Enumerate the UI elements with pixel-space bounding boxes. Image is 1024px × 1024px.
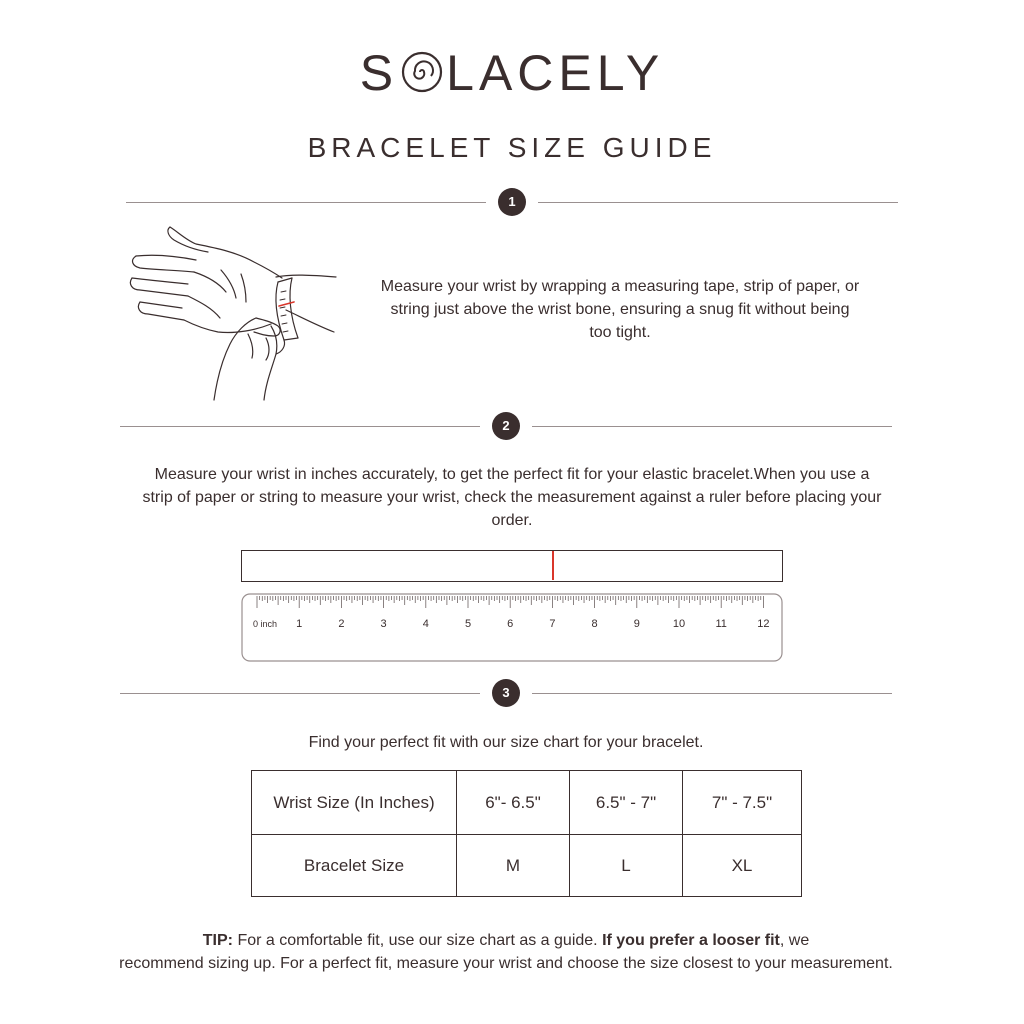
tip-bold: If you prefer a looser fit — [602, 932, 780, 949]
wrist-measuring-illustration — [126, 222, 344, 402]
divider-line — [120, 426, 480, 427]
brand-logo-s: S — [359, 45, 399, 101]
ruler-label: 12 — [757, 618, 770, 630]
divider-line — [532, 426, 892, 427]
table-cell-wrist: 6.5" - 7" — [570, 771, 683, 835]
ruler-label: 10 — [672, 618, 686, 630]
divider-line — [126, 202, 486, 203]
tip-label: TIP: — [202, 932, 233, 949]
table-header-size: Bracelet Size — [252, 835, 457, 897]
brand-logo-rest: LACELY — [446, 45, 665, 101]
ruler-label: 3 — [380, 618, 387, 630]
ruler — [241, 593, 783, 663]
tip-line-2: recommend sizing up. For a perfect fit, measure your wrist and choose the size closest to your measurement. — [119, 955, 893, 972]
divider-line — [120, 693, 480, 694]
step-badge-3: 3 — [492, 679, 520, 707]
table-header-wrist: Wrist Size (In Inches) — [252, 771, 457, 835]
ruler-label: 4 — [422, 618, 429, 630]
table-row — [252, 835, 802, 897]
paper-strip — [241, 550, 783, 582]
divider-line — [532, 693, 892, 694]
table-cell-size: M — [457, 835, 570, 897]
strip-marker — [552, 551, 554, 580]
table-cell-size: L — [570, 835, 683, 897]
tip-text-part: , we — [779, 932, 810, 949]
ruler-unit-label: 0 inch — [253, 619, 278, 629]
tip-line-1 — [0, 929, 1012, 952]
size-chart-table — [251, 770, 802, 897]
step-badge-2: 2 — [492, 412, 520, 440]
step-3-text: Find your perfect fit with our size chart for your bracelet. — [308, 734, 704, 751]
ruler-label: 11 — [715, 618, 727, 630]
step-1-text: Measure your wrist by wrapping a measuring tape, strip of paper, or string just above the wrist bone, ensuring a snug fit without being too tight. — [380, 278, 860, 341]
table-cell-size: XL — [683, 835, 802, 897]
tip-text — [0, 929, 1012, 975]
brand-logo — [0, 44, 1024, 106]
divider-line — [538, 202, 898, 203]
ruler-label: 7 — [549, 618, 556, 630]
ruler-label: 6 — [507, 618, 514, 630]
table-cell-wrist: 6"- 6.5" — [457, 771, 570, 835]
tip-text-part: For a comfortable fit, use our size chart as a guide. — [233, 932, 603, 949]
ruler-label: 2 — [338, 618, 345, 630]
table-cell-wrist: 7" - 7.5" — [683, 771, 802, 835]
step-2-text: Measure your wrist in inches accurately, to get the perfect fit for your elastic bracelet.When you use a strip of paper or string to measure your wrist, check the measurement against a ruler before placing your order. — [142, 466, 882, 529]
page-title: BRACELET SIZE GUIDE — [307, 132, 717, 163]
ruler-label: 5 — [464, 618, 472, 630]
spiral-icon — [400, 48, 444, 106]
table-row — [252, 771, 802, 835]
ruler-label: 1 — [296, 618, 303, 630]
ruler-label: 9 — [633, 618, 640, 630]
ruler-label: 8 — [591, 618, 598, 630]
step-badge-1: 1 — [498, 188, 526, 216]
